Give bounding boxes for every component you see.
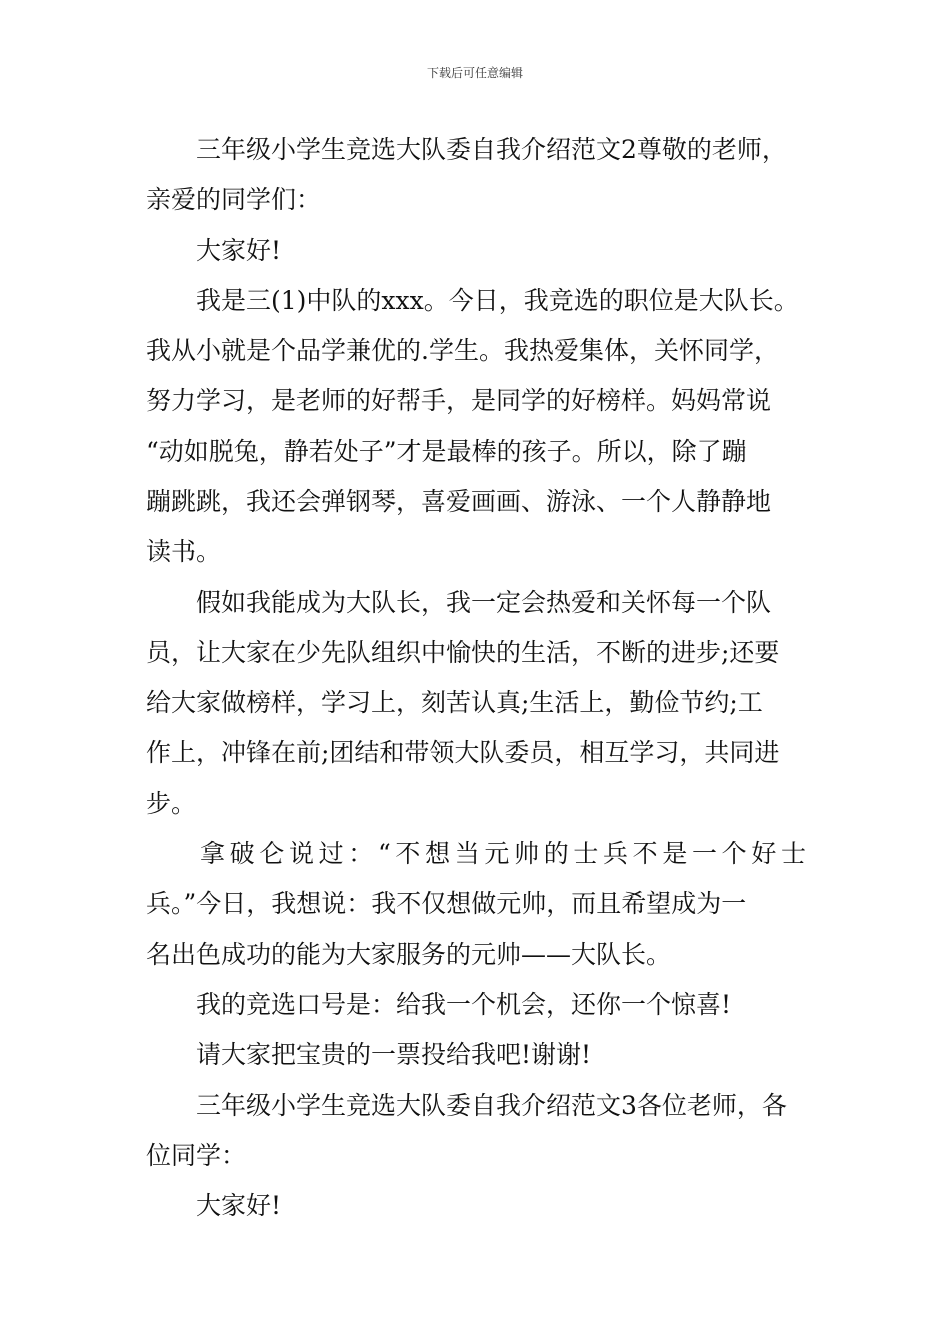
text-line-3: 大家好! xyxy=(196,236,282,265)
text-line-22: 大家好! xyxy=(196,1191,282,1220)
text-line-17: 名出色成功的能为大家服务的元帅——大队长。 xyxy=(146,940,672,969)
text-line-1: 三年级小学生竞选大队委自我介绍范文2尊敬的老师， xyxy=(196,135,787,164)
text-line-20: 三年级小学生竞选大队委自我介绍范文3各位老师，各 xyxy=(196,1091,787,1120)
text-line-15: 拿破仑说过：“不想当元帅的士兵不是一个好士 xyxy=(200,839,806,868)
text-line-9: 读书。 xyxy=(146,537,222,566)
text-line-10: 假如我能成为大队长，我一定会热爱和关怀每一个队 xyxy=(196,588,772,617)
text-line-7: “动如脱兔，静若处子”才是最棒的孩子。所以，除了蹦 xyxy=(146,437,747,466)
text-line-16: 兵。”今日，我想说：我不仅想做元帅，而且希望成为一 xyxy=(146,889,747,918)
text-line-2: 亲爱的同学们： xyxy=(146,185,322,214)
text-line-11: 员，让大家在少先队组织中愉快的生活，不断的进步;还要 xyxy=(146,638,780,667)
text-line-8: 蹦跳跳，我还会弹钢琴，喜爱画画、游泳、一个人静静地 xyxy=(146,487,772,516)
text-line-14: 步。 xyxy=(146,789,197,818)
text-line-4: 我是三(1)中队的xxx。今日，我竞选的职位是大队长。 xyxy=(196,286,799,315)
text-line-21: 位同学： xyxy=(146,1141,247,1170)
text-line-12: 给大家做榜样，学习上，刻苦认真;生活上，勤俭节约;工 xyxy=(146,688,763,717)
text-line-19: 请大家把宝贵的一票投给我吧!谢谢! xyxy=(196,1040,592,1069)
text-line-13: 作上，冲锋在前;团结和带领大队委员，相互学习，共同进 xyxy=(146,738,780,767)
page-header: 下载后可任意编辑 xyxy=(426,66,523,80)
text-line-6: 努力学习，是老师的好帮手，是同学的好榜样。妈妈常说 xyxy=(146,386,772,415)
text-line-5: 我从小就是个品学兼优的.学生。我热爱集体，关怀同学， xyxy=(146,336,779,365)
text-line-18: 我的竞选口号是：给我一个机会，还你一个惊喜! xyxy=(196,990,732,1019)
